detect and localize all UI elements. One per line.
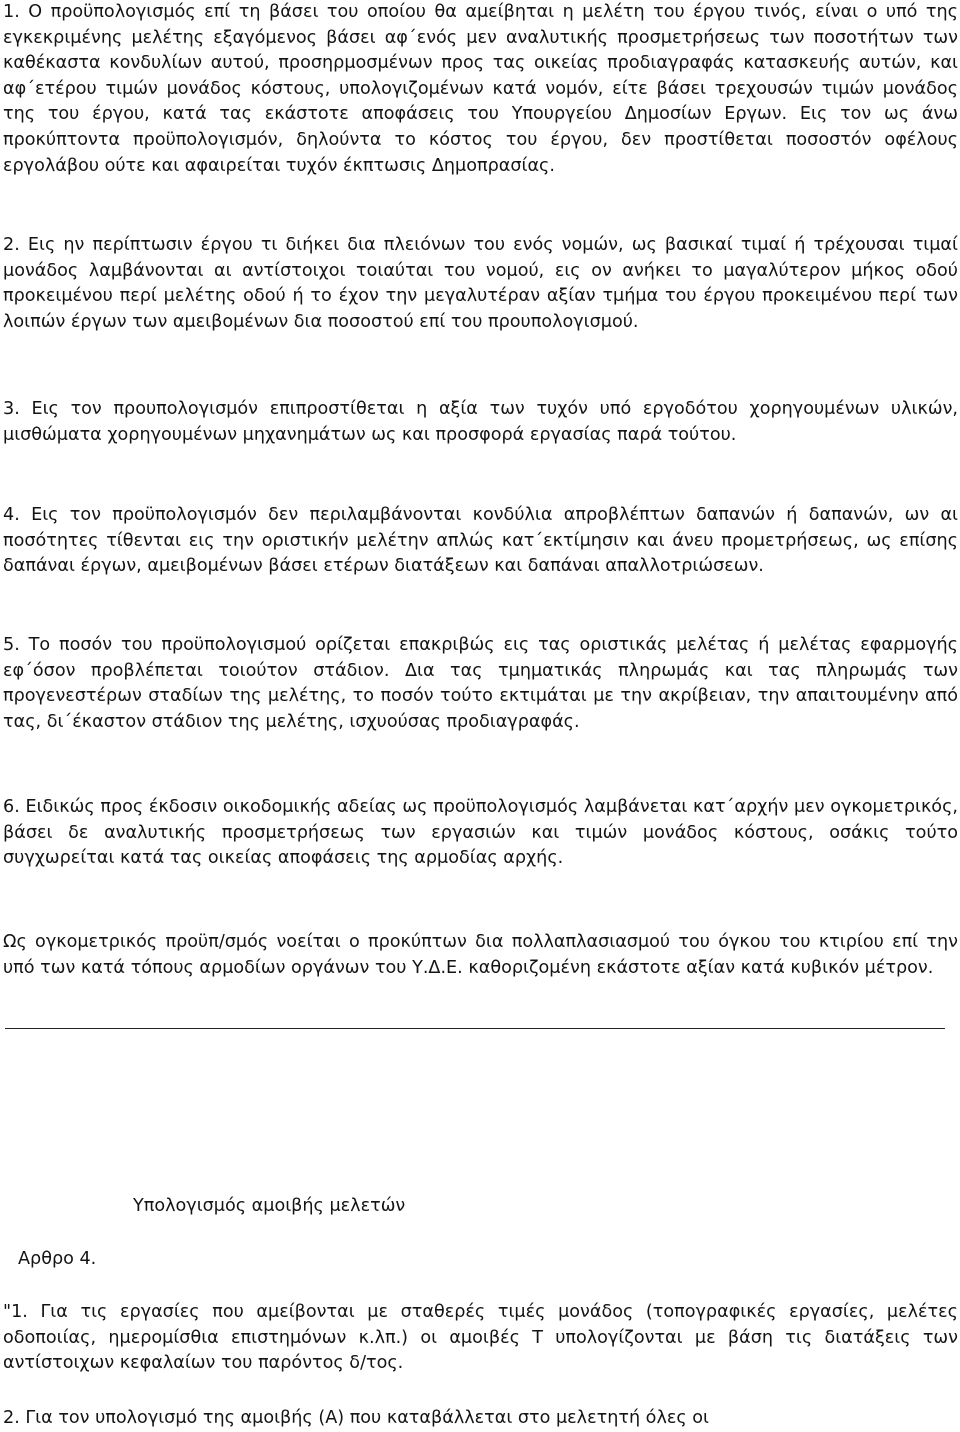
paragraph-7: Ως ογκομετρικός προϋπ/σμός νοείται ο προκύπτων δια πολλαπλασιασμού του όγκου του κτιρίου επί την υπό των κατά τόπους αρμοδίων οργάνων του Υ.Δ.Ε. καθοριζομένη εκάστοτε αξίαν κατά κυβικόν μέτρον.: [3, 932, 958, 978]
paragraph-1: 1. Ο προϋπολογισμός επί τη βάσει του οποίου θα αμείβηται η μελέτη του έργου τινός, είναι ο υπό της εγκεκριμένης μελέτης εξαγόμενος βάσει αφ΄ενός μεν αναλυτικής προσμετρήσεως των ποσοτήτων των καθέκαστα κονδυλίων αυτού, προσηρμοσμένων προς τας οικείας προδιαγραφάς κατασκευής αυτών, και αφ΄ετέρου τιμών μονάδος κόστους, υπολογιζομένων κατά νομόν, είτε βάσει τρεχουσών τιμών μονάδος της του έργου, κατά τας εκάστοτε αποφάσεις του Υπουργείου Δημοσίων Εργων. Εις τον ως άνω προκύπτοντα προϋπολογισμόν, δηλούντα το κόστος του έργου, δεν προστίθεται ποσοστόν οφέλους εργολάβου ούτε και αφαιρείται τυχόν έκπτωσις Δημοπρασίας.: [3, 2, 958, 176]
paragraph-9: 2. Για τον υπολογισμό της αμοιβής (Α) που καταβάλλεται στο μελετητή όλες οι: [3, 1408, 710, 1428]
paragraph-2: 2. Εις ην περίπτωσιν έργου τι διήκει δια πλειόνων του ενός νομών, ως βασικαί τιμαί ή τρέχουσαι τιμαί μονάδος λαμβάνονται αι αντίστοιχοι τοιαύται του νομού, εις ον ανήκει το μαγαλύτερον μήκος οδού προκειμένου περί μελέτης οδού ή το έχον την μεγαλυτέραν αξίαν τμήμα του έργου προκειμένου περί των λοιπών έργων των αμειβομένων δια ποσοστού επί του προυπολογισμού.: [3, 235, 958, 332]
article-label: Αρθρο 4.: [18, 1249, 97, 1269]
paragraph-5: 5. Το ποσόν του προϋπολογισμού ορίζεται επακριβώς εις τας οριστικάς μελέτας ή μελέτας εφαρμογής εφ΄όσον προβλέπεται τοιούτον στάδιον. Δια τας τμηματικάς πληρωμάς και τας πληρωμάς των προγενεστέρων σταδίων της μελέτης, το ποσόν τούτο εκτιμάται με την ακρίβειαν, την απαιτουμένην από τας, δι΄έκαστον στάδιον της μελέτης, ισχυούσας προδιαγραφάς.: [3, 635, 958, 732]
paragraph-6: 6. Ειδικώς προς έκδοσιν οικοδομικής αδείας ως προϋπολογισμός λαμβάνεται κατ΄αρχήν μεν ογκομετρικός, βάσει δε αναλυτικής προσμετρήσεως των εργασιών και τιμών μονάδος κόστους, οσάκις τούτο συγχωρείται κατά τας οικείας αποφάσεις της αρμοδίας αρχής.: [3, 797, 958, 869]
separator-line: [5, 1028, 945, 1029]
paragraph-8: "1. Για τις εργασίες που αμείβονται με σταθερές τιμές μονάδος (τοπογραφικές εργασίες, μελέτες οδοποιίας, ημερομίσθια επιστημόνων κ.λπ.) οι αμοιβές Τ υπολογίζονται με βάση τις διατάξεις των αντίστοιχων κεφαλαίων του παρόντος δ/τος.: [3, 1302, 958, 1374]
section-heading: Υπολογισμός αμοιβής μελετών: [133, 1196, 406, 1216]
paragraph-4: 4. Εις τον προϋπολογισμόν δεν περιλαμβάνονται κονδύλια απροβλέπτων δαπανών ή δαπανών, ων αι ποσότητες τίθενται εις την οριστικήν μελέτην απλώς κατ΄εκτίμησιν και άνευ προμετρήσεως, ως επίσης δαπάναι έργων, αμειβομένων βάσει ετέρων διατάξεων και δαπάναι απαλλοτριώσεων.: [3, 505, 958, 577]
paragraph-3: 3. Εις τον προυπολογισμόν επιπροστίθεται η αξία των τυχόν υπό εργοδότου χορηγουμένων υλικών, μισθώματα χορηγουμένων μηχανημάτων ως και προσφορά εργασίας παρά τούτου.: [3, 399, 958, 445]
